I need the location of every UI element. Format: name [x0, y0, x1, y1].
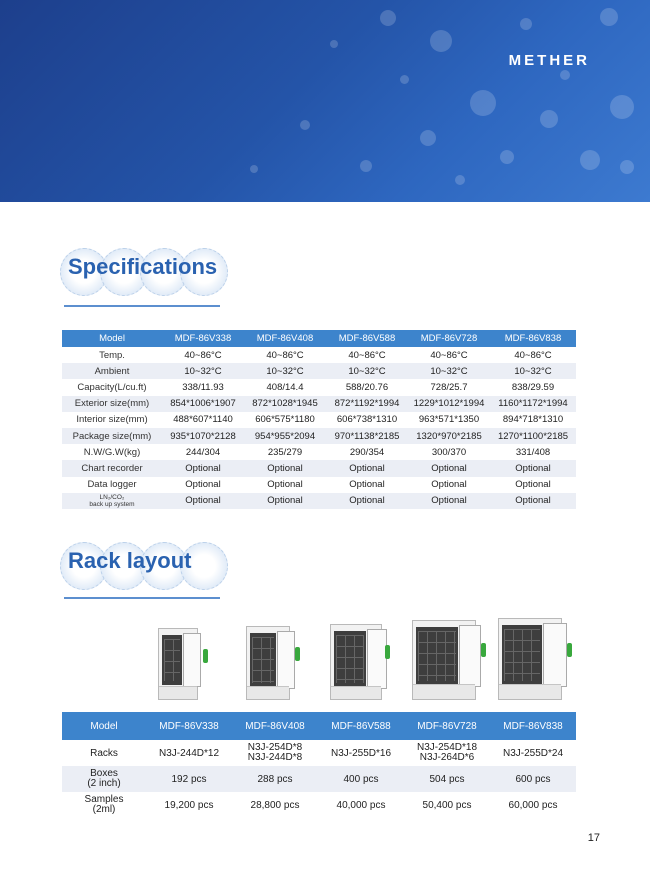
freezer-image-mdf-86v838 [498, 618, 562, 700]
table-cell: 290/354 [349, 446, 385, 458]
table-cell: 235/279 [267, 446, 303, 458]
table-cell: 1320*970*2185 [408, 428, 490, 444]
table-cell: Optional [185, 479, 221, 491]
divider [64, 305, 220, 307]
table-cell: 40~86°C [184, 349, 222, 361]
row-label-line: Boxes [90, 768, 118, 779]
column-header: MDF-86V408 [232, 712, 318, 740]
table-cell: Optional [244, 493, 326, 509]
table-row [62, 363, 576, 379]
table-cell: 331/408 [515, 446, 551, 458]
table-header-row [62, 330, 576, 347]
table-cell: 1160*1172*1994 [490, 396, 576, 412]
table-cell: 606*738*1310 [336, 414, 398, 426]
rack-layout-table [62, 712, 576, 818]
table-cell: 1229*1012*1994 [408, 396, 490, 412]
table-cell: Optional [326, 460, 408, 476]
specifications-heading [60, 246, 240, 296]
table-cell: 40~86°C [514, 349, 552, 361]
table-cell: 728/25.7 [430, 381, 468, 393]
row-label: Racks [90, 747, 118, 759]
column-header: MDF-86V728 [408, 330, 490, 347]
table-cell: 288 pcs [232, 766, 318, 792]
row-label [62, 792, 146, 818]
table-cell: 600 pcs [490, 766, 576, 792]
table-cell: 894*718*1310 [502, 414, 564, 426]
table-cell: 488*607*1140 [173, 414, 233, 426]
row-label-line: LN₂/CO₂ [99, 493, 125, 501]
table-cell [232, 740, 318, 766]
table-cell: Optional [408, 493, 490, 509]
row-label: Chart recorder [62, 460, 162, 476]
table-row [62, 740, 576, 766]
table-row [62, 493, 576, 509]
freezer-image-mdf-86v338 [158, 628, 198, 700]
table-cell: 963*571*1350 [418, 414, 480, 426]
table-row [62, 396, 576, 412]
column-header: MDF-86V588 [318, 712, 404, 740]
brand-logo: METHER [508, 52, 590, 69]
table-cell: 19,200 pcs [164, 799, 214, 811]
page-number: 17 [587, 832, 600, 844]
table-cell: Optional [490, 493, 576, 509]
row-label [62, 493, 162, 509]
row-label-line: Samples [84, 794, 124, 805]
row-label: Capacity(L/cu.ft) [77, 381, 147, 393]
table-cell: 50,400 pcs [422, 799, 472, 811]
row-label: Package size(mm) [62, 428, 162, 444]
table-cell: 1270*1100*2185 [490, 428, 576, 444]
table-row [62, 444, 576, 460]
table-cell: Optional [326, 493, 408, 509]
table-cell: 244/304 [185, 446, 221, 458]
table-cell: 606*575*1180 [255, 414, 315, 426]
table-cell: 935*1070*2128 [162, 428, 244, 444]
section-title: Rack layout [68, 548, 192, 573]
column-header: MDF-86V838 [490, 330, 576, 347]
table-cell: 400 pcs [318, 766, 404, 792]
table-cell: 408/14.4 [266, 381, 304, 393]
table-cell: 40~86°C [348, 349, 386, 361]
table-cell: 10~32°C [162, 363, 244, 379]
table-cell: 504 pcs [404, 766, 490, 792]
column-header: MDF-86V408 [244, 330, 326, 347]
row-label-line: (2 inch) [87, 778, 121, 789]
column-header: MDF-86V728 [404, 712, 490, 740]
table-row [62, 347, 576, 363]
header-banner [0, 0, 650, 202]
column-header: MDF-86V338 [162, 330, 244, 347]
row-label: Exterior size(mm) [62, 396, 162, 412]
table-cell: Optional [162, 460, 244, 476]
table-cell: 872*1192*1994 [326, 396, 408, 412]
row-label: Temp. [99, 349, 125, 361]
table-row [62, 792, 576, 818]
table-cell: 838/29.59 [511, 381, 555, 393]
table-cell: 28,800 pcs [250, 799, 300, 811]
table-row [62, 412, 576, 428]
divider [64, 597, 220, 599]
table-cell: Optional [515, 479, 551, 491]
freezer-image-mdf-86v728 [412, 620, 476, 700]
column-header: Model [62, 330, 162, 347]
table-cell: 338/11.93 [182, 381, 224, 393]
column-header: Model [62, 712, 146, 740]
table-cell: Optional [267, 479, 303, 491]
freezer-image-mdf-86v588 [330, 624, 382, 700]
table-cell: Optional [490, 460, 576, 476]
table-cell: N3J-255D*16 [330, 747, 392, 759]
row-label: Data logger [87, 479, 137, 491]
specifications-table [62, 330, 576, 509]
table-row [62, 379, 576, 395]
table-cell: Optional [408, 460, 490, 476]
table-cell-line: N3J-254D*18 [416, 742, 478, 753]
table-cell: 60,000 pcs [508, 799, 558, 811]
table-cell-line: N3J-254D*8 [247, 742, 303, 753]
table-cell: 10~32°C [244, 363, 326, 379]
table-row [62, 766, 576, 792]
column-header: MDF-86V588 [326, 330, 408, 347]
rack-layout-heading [60, 540, 240, 590]
table-row [62, 460, 576, 476]
table-cell: 40~86°C [266, 349, 304, 361]
table-cell: N3J-255D*24 [502, 747, 564, 759]
table-cell: N3J-244D*12 [158, 747, 220, 759]
row-label [62, 766, 146, 792]
table-cell: Optional [244, 460, 326, 476]
table-cell: 872*1028*1945 [244, 396, 326, 412]
row-label: Ambient [62, 363, 162, 379]
table-cell: 854*1006*1907 [162, 396, 244, 412]
table-cell: 10~32°C [490, 363, 576, 379]
table-cell: 300/370 [431, 446, 467, 458]
table-cell: 192 pcs [146, 766, 232, 792]
table-cell: Optional [162, 493, 244, 509]
page-title: Specifications [68, 254, 218, 279]
table-cell-line: N3J-264D*6 [419, 752, 475, 763]
column-header: MDF-86V838 [490, 712, 576, 740]
row-label: N.W/G.W(kg) [83, 446, 141, 458]
table-cell: Optional [431, 479, 467, 491]
table-cell-line: N3J-244D*8 [247, 752, 303, 763]
table-cell: 40,000 pcs [336, 799, 386, 811]
table-cell: 970*1138*2185 [326, 428, 408, 444]
table-header-row [62, 712, 576, 740]
table-cell: 40~86°C [430, 349, 468, 361]
table-cell: Optional [349, 479, 385, 491]
table-cell [404, 740, 490, 766]
row-label: Interior size(mm) [76, 414, 148, 426]
table-row [62, 428, 576, 444]
freezer-image-mdf-86v408 [246, 626, 290, 700]
table-cell: 10~32°C [326, 363, 408, 379]
table-row [62, 477, 576, 493]
freezer-images-row [150, 618, 590, 700]
row-label-line: (2ml) [92, 804, 116, 815]
table-cell: 954*955*2094 [244, 428, 326, 444]
table-cell: 10~32°C [408, 363, 490, 379]
column-header: MDF-86V338 [146, 712, 232, 740]
row-label-line: back up system [89, 500, 135, 508]
table-cell: 588/20.76 [345, 381, 389, 393]
